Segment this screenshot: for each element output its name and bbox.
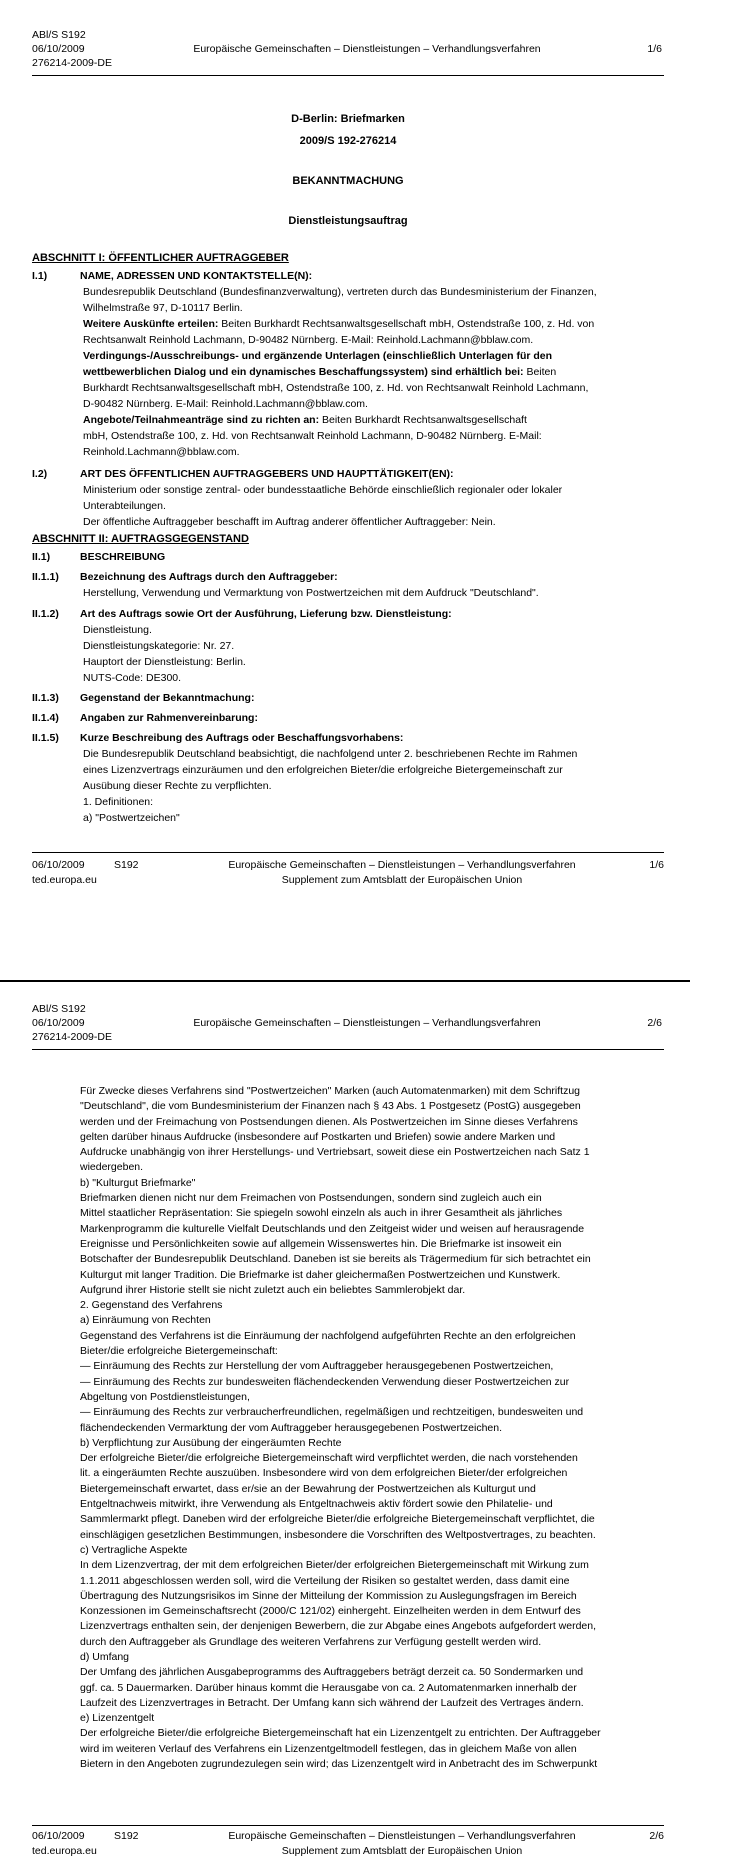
notice-number: 2009/S 192-276214	[299, 135, 397, 147]
footer-divider	[32, 1825, 664, 1826]
item-title: BESCHREIBUNG	[80, 551, 166, 563]
page-header	[32, 1002, 662, 1046]
item-title: Kurze Beschreibung des Auftrags oder Beschaffungsvorhabens:	[80, 732, 404, 744]
header-doc-id: 276214-2009-DE	[32, 1031, 112, 1043]
header-date: 06/10/2009	[32, 43, 85, 55]
text-line: einschlägigen gesetzlichen Bestimmungen, insbesondere die Vorschriften des Weltpostvertrages, zu beachten.	[80, 1528, 596, 1541]
text-line: Hauptort der Dienstleistung: Berlin.	[83, 656, 246, 668]
contract-type: Dienstleistungsauftrag	[288, 215, 408, 227]
footer-site: ted.europa.eu	[32, 1845, 97, 1857]
item-number: II.1.5)	[32, 732, 59, 744]
text-line: Ministerium oder sonstige zentral- oder bundesstaatliche Behörde einschließlich regionaler oder lokaler	[83, 484, 563, 496]
label: wettbewerblichen Dialog und ein dynamisches Beschaffungssystem) sind erhältlich bei:	[83, 366, 524, 378]
label: Verdingungs-/Ausschreibungs- und ergänzende Unterlagen (einschließlich Unterlagen für den	[83, 350, 553, 362]
text-line: e) Lizenzentgelt	[80, 1712, 155, 1725]
text-line: lit. a eingeräumten Rechte auszuüben. Insbesondere wird von dem erfolgreichen Bieter/der erfolgreichen	[80, 1467, 568, 1480]
notice-place-title: D-Berlin: Briefmarken	[291, 113, 405, 125]
text-line: Herstellung, Verwendung und Vermarktung von Postwertzeichen mit dem Aufdruck "Deutschland".	[83, 587, 539, 599]
text-line: Bieter/die erfolgreiche Bietergemeinschaft:	[80, 1345, 278, 1358]
text-line: Der Umfang des jährlichen Ausgabeprogramms des Auftraggebers beträgt derzeit ca. 50 Sondermarken und	[80, 1666, 584, 1679]
text-line: ggf. ca. 5 Dauermarken. Darüber hinaus kommt die Herausgabe von ca. 2 Automatenmarken innerhalb der	[80, 1681, 577, 1694]
text-line: Aufdrucke unabhängig von ihrer Herstellungs- und Vertriebsart, soweit diese ein Postwertzeichen nach Satz 1	[80, 1146, 590, 1159]
item-number: II.1.3)	[32, 692, 59, 704]
item-title: Bezeichnung des Auftrags durch den Auftraggeber:	[80, 571, 338, 583]
footer-site: ted.europa.eu	[32, 874, 97, 886]
text-line: a) Einräumung von Rechten	[80, 1314, 211, 1327]
text-line: D-90482 Nürnberg. E-Mail: Reinhold.Lachmann@bblaw.com.	[83, 398, 368, 410]
text-line: Für Zwecke dieses Verfahrens sind "Postwertzeichen" Marken (auch Automatenmarken) mit dem Schriftzug	[80, 1085, 581, 1097]
text-line: Der erfolgreiche Bieter/die erfolgreiche Bietergemeinschaft wird verpflichtet werden, die nach vorstehenden	[80, 1452, 578, 1465]
footer-series: S192	[114, 859, 139, 871]
item-title: Gegenstand der Bekanntmachung:	[80, 692, 255, 704]
item-number: I.2)	[32, 468, 48, 480]
text-line: Ausübung dieser Rechte zu verpflichten.	[83, 780, 272, 792]
text-line: Ereignisse und Persönlichkeiten sowie auf allgemein Wissenswertes hin. Die Briefmarke ist insoweit ein	[80, 1237, 562, 1250]
item-title: Art des Auftrags sowie Ort der Ausführung, Lieferung bzw. Dienstleistung:	[80, 608, 452, 620]
text-line: Übertragung des Nutzungsrisikos im Sinne der Mitteilung der Kommission zu Auslegungsfragen im Bereich	[80, 1589, 577, 1602]
section-heading-2: ABSCHNITT II: AUFTRAGSGEGENSTAND	[32, 533, 249, 545]
footer-divider	[32, 852, 664, 853]
header-title: Europäische Gemeinschaften – Dienstleistungen – Verhandlungsverfahren	[193, 43, 541, 55]
text-line: Die Bundesrepublik Deutschland beabsichtigt, die nachfolgend unter 2. beschriebenen Rechte im Rahmen	[83, 748, 578, 760]
text-line: Bietern in den Angeboten zugrundezulegen sein wird; das Lizenzentgelt wird in Anbetracht des im Schwerpunkt	[80, 1758, 598, 1771]
text-line: Kulturgut mit langer Tradition. Die Briefmarke ist daher gleichermaßen Postwertzeichen und Kunstwerk.	[80, 1268, 561, 1281]
footer-series: S192	[114, 1830, 139, 1842]
text-line: b) "Kulturgut Briefmarke"	[80, 1176, 196, 1189]
text-line: Markenprogramm die kulturelle Vielfalt Deutschlands und den Zeitgeist wider und weisen auf herausragende	[80, 1222, 585, 1235]
text-line: Wilhelmstraße 97, D-10117 Berlin.	[83, 302, 243, 314]
page-footer	[32, 858, 664, 890]
text-line: eines Lizenzvertrags einzuräumen und den erfolgreichen Bieter/die erfolgreiche Bietergemeinschaft zur	[83, 764, 563, 776]
item-number: II.1.2)	[32, 608, 59, 620]
text-line: Burkhardt Rechtsanwaltsgesellschaft mbH, Ostendstraße 100, z. Hd. von Rechtsanwalt Reinhold Lachmann,	[83, 382, 589, 394]
text-line: — Einräumung des Rechts zur verbraucherfreundlichen, regelmäßigen und rechtzeitigen, bundesweiten und	[80, 1406, 584, 1419]
document-page-2	[0, 996, 756, 1863]
footer-page-number: 1/6	[649, 859, 664, 871]
text-line: 1. Definitionen:	[83, 796, 154, 808]
header-journal: ABl/S S192	[32, 29, 86, 41]
header-journal: ABl/S S192	[32, 1003, 86, 1015]
header-doc-id: 276214-2009-DE	[32, 57, 112, 69]
text-line: Der öffentliche Auftraggeber beschafft im Auftrag anderer öffentlicher Auftraggeber: Nein.	[83, 516, 496, 528]
text-line: Gegenstand des Verfahrens ist die Einräumung der nachfolgend aufgeführten Rechte an den erfolgreichen	[80, 1329, 576, 1342]
page-header	[32, 28, 662, 72]
text-line: Dienstleistung.	[83, 624, 152, 636]
item-number: I.1)	[32, 270, 48, 282]
header-page-number: 1/6	[647, 43, 662, 55]
text-line: Bundesrepublik Deutschland (Bundesfinanzverwaltung), vertreten durch das Bundesministerium der Finanzen,	[83, 286, 597, 298]
header-page-number: 2/6	[647, 1017, 662, 1029]
text-line: Botschafter der Bundesrepublik Deutschland. Daneben ist sie bereits als Trägermedium für sich betrachtet ein	[80, 1253, 591, 1266]
text-line: Laufzeit des Lizenzvertrages in Betracht. Der Umfang kann sich während der Laufzeit des Vertrages ändern.	[80, 1696, 584, 1709]
text: Beiten Burkhardt Rechtsanwaltsgesellschaft	[319, 414, 527, 426]
text-line: Dienstleistungskategorie: Nr. 27.	[83, 640, 235, 652]
text-line: c) Vertragliche Aspekte	[80, 1543, 188, 1556]
text-line: wird im weiteren Verlauf des Verfahrens ein Lizenzentgeltmodell festlegen, das in gleichem Maße von allen	[80, 1742, 577, 1755]
text: Beiten	[523, 366, 557, 378]
header-title: Europäische Gemeinschaften – Dienstleistungen – Verhandlungsverfahren	[193, 1017, 541, 1029]
footer-date: 06/10/2009	[32, 859, 85, 871]
text-line: "Deutschland", die vom Bundesministerium der Finanzen nach § 43 Abs. 1 Postgesetz (PostG) ausgegeben	[80, 1100, 581, 1113]
text-line: mbH, Ostendstraße 100, z. Hd. von Rechtsanwalt Reinhold Lachmann, D-90482 Nürnberg. E-Mail:	[83, 430, 542, 442]
header-divider	[32, 75, 664, 76]
notice-type: BEKANNTMACHUNG	[292, 175, 404, 187]
text-line: In dem Lizenzvertrag, der mit dem erfolgreichen Bieter/der erfolgreichen Bietergemeinschaft mit Wirkung zum	[80, 1559, 589, 1572]
text-line: NUTS-Code: DE300.	[83, 672, 182, 684]
text-line: Lizenzvertrags enthalten sein, der denjenigen Bewerbern, die zur Abgabe eines Angebots aufgefordert werden,	[80, 1620, 597, 1633]
footer-supplement: Supplement zum Amtsblatt der Europäischen Union	[281, 1845, 523, 1857]
text-line: Mittel staatlicher Repräsentation: Sie spiegeln sowohl einzeln als auch in ihrer Gesamtheit als jährliches	[80, 1207, 563, 1220]
footer-date: 06/10/2009	[32, 1830, 85, 1842]
text-line: Sammlermarkt pflegt. Daneben wird der erfolgreiche Bieter/die erfolgreiche Bietergemeinschaft verpflichtet, die	[80, 1513, 595, 1526]
text-line: wiedergeben.	[80, 1161, 144, 1174]
text-line: flächendeckenden Vermarktung der vom Auftraggeber herausgegebenen Postwertzeichen.	[80, 1421, 503, 1434]
text-line: gelten darüber hinaus Aufdrucke (insbesondere auf Postkarten und Briefen) sowie andere Marken und	[80, 1130, 556, 1143]
text-line: b) Verpflichtung zur Ausübung der eingeräumten Rechte	[80, 1436, 342, 1449]
text-line: durch den Auftraggeber als Grundlage des weiteren Verfahrens zur Verfügung gestellt werden wird.	[80, 1635, 542, 1648]
section-heading-1: ABSCHNITT I: ÖFFENTLICHER AUFTRAGGEBER	[32, 252, 289, 264]
text-line: Abgeltung von Postdienstleistungen,	[80, 1390, 250, 1403]
text-line: Bietergemeinschaft erwartet, dass er/sie an der Bewahrung der Postwertzeichen als Kulturgut und	[80, 1482, 536, 1495]
text-line: Aufgrund ihrer Historie stellt sie nicht zuletzt auch ein beliebtes Sammlerobjekt dar.	[80, 1283, 466, 1296]
text-line: Reinhold.Lachmann@bblaw.com.	[83, 446, 240, 458]
text-line: d) Umfang	[80, 1650, 130, 1663]
text-line: Briefmarken dienen nicht nur dem Freimachen von Postsendungen, sondern sind zugleich auch ein	[80, 1192, 542, 1205]
text-line: Der erfolgreiche Bieter/die erfolgreiche Bietergemeinschaft hat ein Lizenzentgelt zu entrichten. Der Auftraggeber	[80, 1727, 601, 1740]
text-line: 1.1.2011 abgeschlossen werden soll, wird die Verteilung der Risiken so gestaltet werden, dass damit eine	[80, 1574, 570, 1587]
text-line: werden und der Freimachung von Postsendungen dienen. Als Postwertzeichen im Sinne dieses Verfahrens	[80, 1115, 578, 1128]
header-date: 06/10/2009	[32, 1017, 85, 1029]
text-line: Rechtsanwalt Reinhold Lachmann, D-90482 Nürnberg. E-Mail: Reinhold.Lachmann@bblaw.com.	[83, 334, 534, 346]
item-number: II.1)	[32, 551, 51, 563]
footer-supplement: Supplement zum Amtsblatt der Europäischen Union	[281, 874, 523, 886]
label: Angebote/Teilnahmeanträge sind zu richten an:	[83, 414, 320, 426]
item-number: II.1.1)	[32, 571, 59, 583]
page-break-line	[0, 980, 690, 982]
info-contact	[83, 316, 664, 332]
text-line: — Einräumung des Rechts zur Herstellung der vom Auftraggeber herausgegebenen Postwertzeichen,	[80, 1360, 554, 1373]
footer-title: Europäische Gemeinschaften – Dienstleistungen – Verhandlungsverfahren	[228, 1830, 576, 1842]
text: Beiten Burkhardt Rechtsanwaltsgesellschaft mbH, Ostendstraße 100, z. Hd. von	[218, 318, 595, 330]
text-line: Entgeltnachweis mitwirkt, ihre Verwendung als Entgeltnachweis aktiv fördert sowie den Philatelie- und	[80, 1498, 553, 1511]
contact-address	[83, 284, 664, 460]
footer-page-number: 2/6	[649, 1830, 664, 1842]
item-number: II.1.4)	[32, 712, 59, 724]
label: Weitere Auskünfte erteilen:	[83, 318, 219, 330]
text-line: 2. Gegenstand des Verfahrens	[80, 1299, 223, 1312]
item-title: NAME, ADRESSEN UND KONTAKTSTELLE(N):	[80, 270, 313, 282]
body-text	[80, 1084, 664, 1772]
bids-contact	[83, 412, 664, 428]
text-line: Konzessionen im Gemeinschaftsrecht (2000/C 121/02) einhergeht. Einzelheiten werden in dem Entwurf des	[80, 1605, 581, 1618]
item-title: Angaben zur Rahmenvereinbarung:	[80, 712, 258, 724]
docs-contact	[83, 364, 664, 380]
text-line: Unterabteilungen.	[83, 500, 166, 512]
header-divider	[32, 1049, 664, 1050]
item-title: ART DES ÖFFENTLICHEN AUFTRAGGEBERS UND HAUPTTÄTIGKEIT(EN):	[80, 468, 454, 480]
text-line: a) "Postwertzeichen"	[83, 812, 180, 824]
page-footer	[32, 1829, 664, 1861]
footer-title: Europäische Gemeinschaften – Dienstleistungen – Verhandlungsverfahren	[228, 859, 576, 871]
text-line: — Einräumung des Rechts zur bundesweiten flächendeckenden Verwendung dieser Postwertzeichen zur	[80, 1375, 570, 1388]
